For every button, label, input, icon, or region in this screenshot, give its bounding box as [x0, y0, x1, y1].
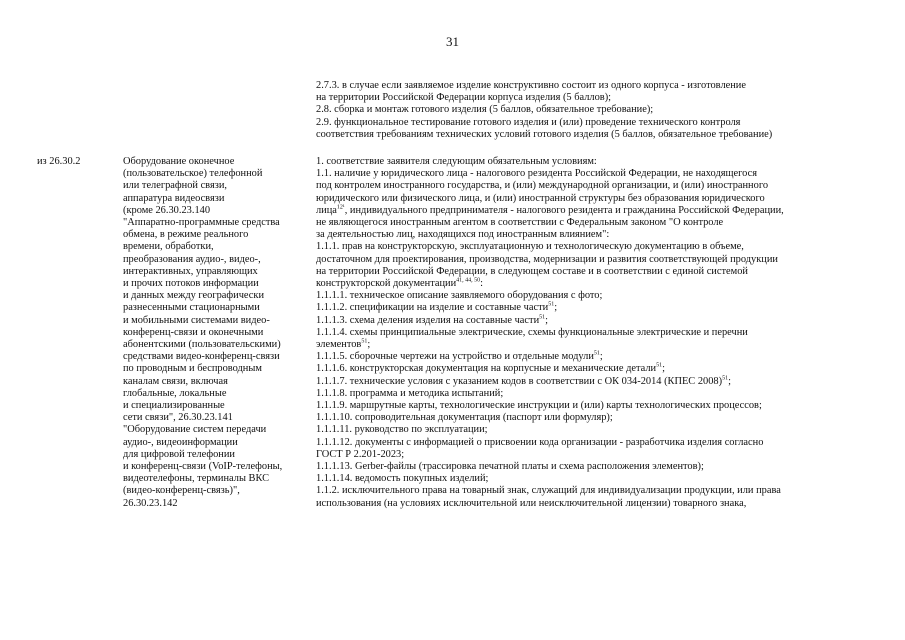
product-name-line: и данных между географически: [123, 290, 265, 302]
requirement-text: 1.1.1.9. маршрутные карты, технологические инструкции и (или) карты технологических процессов;: [316, 400, 762, 412]
requirement-text: не являющегося иностранным агентом в соответствии с Федеральным законом "О контроле: [316, 217, 724, 229]
requirement-text-tail: ;: [662, 363, 665, 375]
requirement-text: ГОСТ Р 2.201-2023;: [316, 448, 405, 460]
requirement-text: 1. соответствие заявителя следующим обязательным условиям:: [316, 156, 597, 167]
requirement-line: [316, 437, 861, 449]
requirement-text-tail: ;: [554, 302, 558, 314]
requirement-text: конструкторской документации: [316, 278, 457, 290]
requirement-text: 1.1.1.1. техническое описание заявляемого оборудования с фото;: [316, 290, 603, 302]
requirement-text: 1.1.1.5. сборочные чертежи на устройство и отдельные модули: [316, 351, 594, 363]
product-name-line: (видео-конференц-связь)",: [123, 485, 240, 497]
requirement-text: достаточном для проектирования, производства, модернизации и развития соответствующей продукции: [316, 253, 778, 265]
product-name-line: аппаратура видеосвязи: [123, 192, 225, 204]
product-code: из 26.30.2: [37, 156, 81, 167]
product-name-line: средствами видео-конференц-связи: [123, 351, 280, 363]
product-name-line: видеотелефоны, терминалы ВКС: [123, 473, 270, 485]
requirement-line: [316, 327, 861, 339]
requirement-text: использования (на условиях исключительной или неисключительной лицензии) товарного знака,: [316, 497, 747, 509]
requirement-line: [316, 449, 861, 461]
requirement-line: [316, 351, 861, 363]
requirement-line: [316, 229, 861, 241]
product-name-column: [123, 156, 309, 510]
requirement-text: 1.1.1.12. документы с информацией о присвоении кода организации - разработчика изделия согласно: [316, 436, 764, 448]
product-name-line: преобразования аудио-, видео-,: [123, 253, 261, 265]
product-name-line: сети связи", 26.30.23.141: [123, 412, 233, 424]
requirement-line: [316, 168, 861, 180]
requirement-line: [316, 193, 861, 205]
footnote-ref: 51: [656, 362, 663, 369]
text-line: соответствия требованиям технических условий готового изделия (5 баллов, обязательное требование): [316, 128, 773, 140]
requirement-line: [316, 254, 861, 266]
requirement-line: [316, 290, 861, 302]
product-name-line: и мобильными системами видео-: [123, 314, 270, 326]
requirement-line: [316, 363, 861, 375]
text-line: на территории Российской Федерации корпуса изделия (5 баллов);: [316, 92, 612, 104]
requirement-text: под контролем иностранного государства, и (или) международной организации, и (или) иностранного: [316, 180, 769, 192]
product-name-line: глобальные, локальные: [123, 387, 227, 399]
requirement-text: 1.1.1.8. программа и методика испытаний;: [316, 387, 504, 399]
product-name-line: каналам связи, включая: [123, 375, 228, 387]
requirement-text: 1.1.1.13. Gerber-файлы (трассировка печатной платы и схема расположения элементов);: [316, 461, 704, 473]
product-name-line: абонентскими (пользовательскими): [123, 339, 281, 351]
requirement-text: 1.1.1.11. руководство по эксплуатации;: [316, 424, 488, 436]
requirement-line: [316, 424, 861, 436]
requirement-line: [316, 302, 861, 314]
product-name-line: 26.30.23.142: [123, 497, 178, 509]
footnote-ref: 12¹: [336, 204, 345, 211]
requirement-line: [316, 241, 861, 253]
requirement-text: 1.1.2. исключительного права на товарный знак, служащий для индивидуализации продукции, или права: [316, 485, 781, 497]
continued-requirements: [316, 80, 856, 141]
product-name-line: (пользовательское) телефонной: [123, 168, 263, 180]
requirement-text-tail: , индивидуального предпринимателя - налогового резидента и гражданина Российской Федерации,: [344, 204, 784, 216]
requirement-text-tail: ;: [367, 339, 371, 351]
requirement-text: юридического или физического лица, и (или) иностранной структуры без образования юридического: [316, 192, 765, 204]
requirement-text: 1.1.1.14. ведомость покупных изделий;: [316, 473, 489, 485]
requirement-line: [316, 180, 861, 192]
requirement-line: [316, 388, 861, 400]
requirement-line: [316, 156, 861, 168]
requirement-line: [316, 339, 861, 351]
requirement-text-tail: ;: [599, 351, 603, 363]
product-name-line: для цифровой телефонии: [123, 448, 235, 460]
requirements-column: [316, 156, 861, 510]
footnote-ref: 51: [361, 338, 368, 345]
product-name-line: Оборудование оконечное: [123, 156, 235, 167]
footnote-ref: 51: [593, 350, 600, 357]
product-name-line: "Оборудование систем передачи: [123, 424, 267, 436]
product-name-line: обмена, в режиме реального: [123, 229, 249, 241]
requirement-text: 1.1.1.3. схема деления изделия на составные части: [316, 314, 540, 326]
product-name-line: интерактивных, управляющих: [123, 265, 258, 277]
product-name-line: и специализированные: [123, 400, 225, 412]
requirement-text-tail: ;: [728, 375, 731, 387]
requirement-text: 1.1.1.2. спецификации на изделие и составные части: [316, 302, 549, 314]
requirement-line: [316, 461, 861, 473]
footnote-ref: 51: [539, 314, 546, 321]
requirement-text: элементов: [316, 339, 362, 351]
page-number: 31: [446, 34, 459, 49]
requirement-line: [316, 485, 861, 497]
requirement-line: [316, 412, 861, 424]
requirement-text: 1.1.1.7. технические условия с указанием кодов в соответствии с ОК 034-2014 (КПЕС 2008): [316, 375, 723, 387]
requirement-line: [316, 473, 861, 485]
footnote-ref: 41, 44, 50: [456, 277, 481, 284]
requirement-line: [316, 217, 861, 229]
requirement-text-tail: ;: [545, 314, 549, 326]
product-name-line: по проводным и беспроводным: [123, 363, 262, 375]
requirement-line: [316, 205, 861, 217]
product-name-line: разнесенными стационарными: [123, 302, 260, 314]
requirement-text: 1.1.1.6. конструкторская документация на корпусные и механические детали: [316, 363, 657, 375]
requirement-text: за деятельностью лиц, находящихся под иностранным влиянием":: [316, 229, 610, 241]
product-name-line: и прочих потоков информации: [123, 278, 259, 290]
product-name-line: аудио-, видеоинформации: [123, 436, 238, 448]
requirement-text: 1.1.1. прав на конструкторскую, эксплуатационную и технологическую документацию в объеме,: [316, 241, 744, 253]
requirement-line: [316, 266, 861, 278]
requirement-text: 1.1.1.4. схемы принципиальные электрические, схемы функциональные электрические и перечни: [316, 326, 748, 338]
product-name-line: "Аппаратно-программные средства: [123, 217, 280, 229]
requirement-text: 1.1. наличие у юридического лица - налогового резидента Российской Федерации, не находящегося: [316, 168, 757, 180]
requirement-line: [316, 278, 861, 290]
requirement-line: [316, 315, 861, 327]
text-line: 2.9. функциональное тестирование готового изделия и (или) проведение технического контроля: [316, 116, 741, 128]
footnote-ref: 51: [722, 375, 729, 382]
requirement-text: лица: [316, 204, 337, 216]
requirement-line: [316, 400, 861, 412]
product-name-line: конференц-связи и оконечными: [123, 326, 264, 338]
product-name-line: или телеграфной связи,: [123, 180, 227, 192]
requirement-line: [316, 498, 861, 510]
footnote-ref: 51: [548, 301, 555, 308]
requirement-text: на территории Российской Федерации, в следующем составе и в соответствии с единой системой: [316, 265, 748, 277]
requirement-line: [316, 376, 861, 388]
product-name-line: и конференц-связи (VoIP-телефоны,: [123, 461, 283, 473]
product-name-line: (кроме 26.30.23.140: [123, 204, 211, 216]
requirement-text-tail: :: [480, 278, 484, 290]
text-line: 2.7.3. в случае если заявляемое изделие конструктивно состоит из одного корпуса - изготовление: [316, 80, 746, 91]
requirement-text: 1.1.1.10. сопроводительная документация (паспорт или формуляр);: [316, 412, 613, 424]
product-name-line: времени, обработки,: [123, 241, 214, 253]
text-line: 2.8. сборка и монтаж готового изделия (5 баллов, обязательное требование);: [316, 104, 654, 116]
